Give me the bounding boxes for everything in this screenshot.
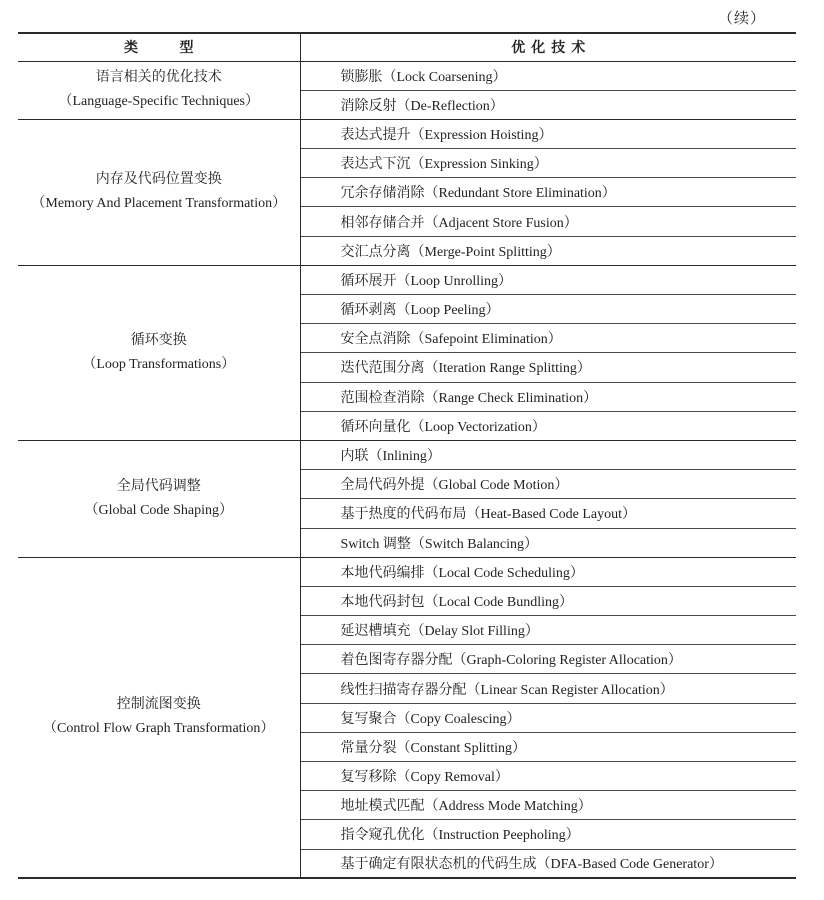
technique-cell: 迭代范围分离（Iteration Range Splitting） xyxy=(300,353,796,382)
technique-cell: 范围检查消除（Range Check Elimination） xyxy=(300,382,796,411)
category-name-zh: 内存及代码位置变换 xyxy=(95,172,222,188)
technique-cell: 循环剥离（Loop Peeling） xyxy=(300,295,796,324)
technique-cell: 内联（Inlining） xyxy=(300,440,796,469)
technique-cell: 复写聚合（Copy Coalescing） xyxy=(300,703,796,732)
table-row xyxy=(18,119,796,148)
table-row xyxy=(18,440,796,469)
technique-cell: 常量分裂（Constant Splitting） xyxy=(300,732,796,761)
technique-cell: 安全点消除（Safepoint Elimination） xyxy=(300,324,796,353)
technique-cell: 锁膨胀（Lock Coarsening） xyxy=(300,61,796,90)
technique-cell: 表达式下沉（Expression Sinking） xyxy=(300,149,796,178)
category-name-zh: 语言相关的优化技术 xyxy=(95,70,222,86)
technique-cell: 消除反射（De-Reflection） xyxy=(300,90,796,119)
technique-cell: 本地代码编排（Local Code Scheduling） xyxy=(300,557,796,586)
optimization-table xyxy=(18,32,796,879)
table-row xyxy=(18,265,796,294)
technique-cell: 基于热度的代码布局（Heat-Based Code Layout） xyxy=(300,499,796,528)
category-name-zh: 全局代码调整 xyxy=(116,478,201,494)
technique-cell: 循环展开（Loop Unrolling） xyxy=(300,265,796,294)
category-name-en: （Global Code Shaping） xyxy=(84,502,234,518)
technique-cell: 复写移除（Copy Removal） xyxy=(300,762,796,791)
technique-cell: Switch 调整（Switch Balancing） xyxy=(300,528,796,557)
category-cell xyxy=(18,440,300,557)
continued-label: （续） xyxy=(718,11,767,27)
category-cell xyxy=(18,265,300,440)
technique-cell: 表达式提升（Expression Hoisting） xyxy=(300,119,796,148)
category-name-en: （Language-Specific Techniques） xyxy=(58,94,260,110)
category-name-en: （Memory And Placement Transformation） xyxy=(31,196,287,212)
table-row xyxy=(18,557,796,586)
technique-cell: 延迟槽填充（Delay Slot Filling） xyxy=(300,616,796,645)
technique-cell: 循环向量化（Loop Vectorization） xyxy=(300,411,796,440)
header-technique: 优化技术 xyxy=(300,33,796,61)
category-cell xyxy=(18,119,300,265)
table-row xyxy=(18,61,796,90)
category-cell xyxy=(18,557,300,878)
header-category: 类 型 xyxy=(18,33,300,61)
technique-cell: 冗余存储消除（Redundant Store Elimination） xyxy=(300,178,796,207)
category-name-en: （Control Flow Graph Transformation） xyxy=(43,721,275,737)
technique-cell: 本地代码封包（Local Code Bundling） xyxy=(300,586,796,615)
category-name-zh: 循环变换 xyxy=(130,332,187,348)
technique-cell: 基于确定有限状态机的代码生成（DFA-Based Code Generator） xyxy=(300,849,796,878)
technique-cell: 着色图寄存器分配（Graph-Coloring Register Allocation） xyxy=(300,645,796,674)
technique-cell: 相邻存储合并（Adjacent Store Fusion） xyxy=(300,207,796,236)
category-name-zh: 控制流图变换 xyxy=(116,697,201,713)
category-cell xyxy=(18,61,300,119)
technique-cell: 交汇点分离（Merge-Point Splitting） xyxy=(300,236,796,265)
table-body xyxy=(18,61,796,878)
table-header-row xyxy=(18,33,796,61)
technique-cell: 地址模式匹配（Address Mode Matching） xyxy=(300,791,796,820)
technique-cell: 全局代码外提（Global Code Motion） xyxy=(300,470,796,499)
technique-cell: 线性扫描寄存器分配（Linear Scan Register Allocation） xyxy=(300,674,796,703)
technique-cell: 指令窥孔优化（Instruction Peepholing） xyxy=(300,820,796,849)
category-name-en: （Loop Transformations） xyxy=(82,356,236,372)
